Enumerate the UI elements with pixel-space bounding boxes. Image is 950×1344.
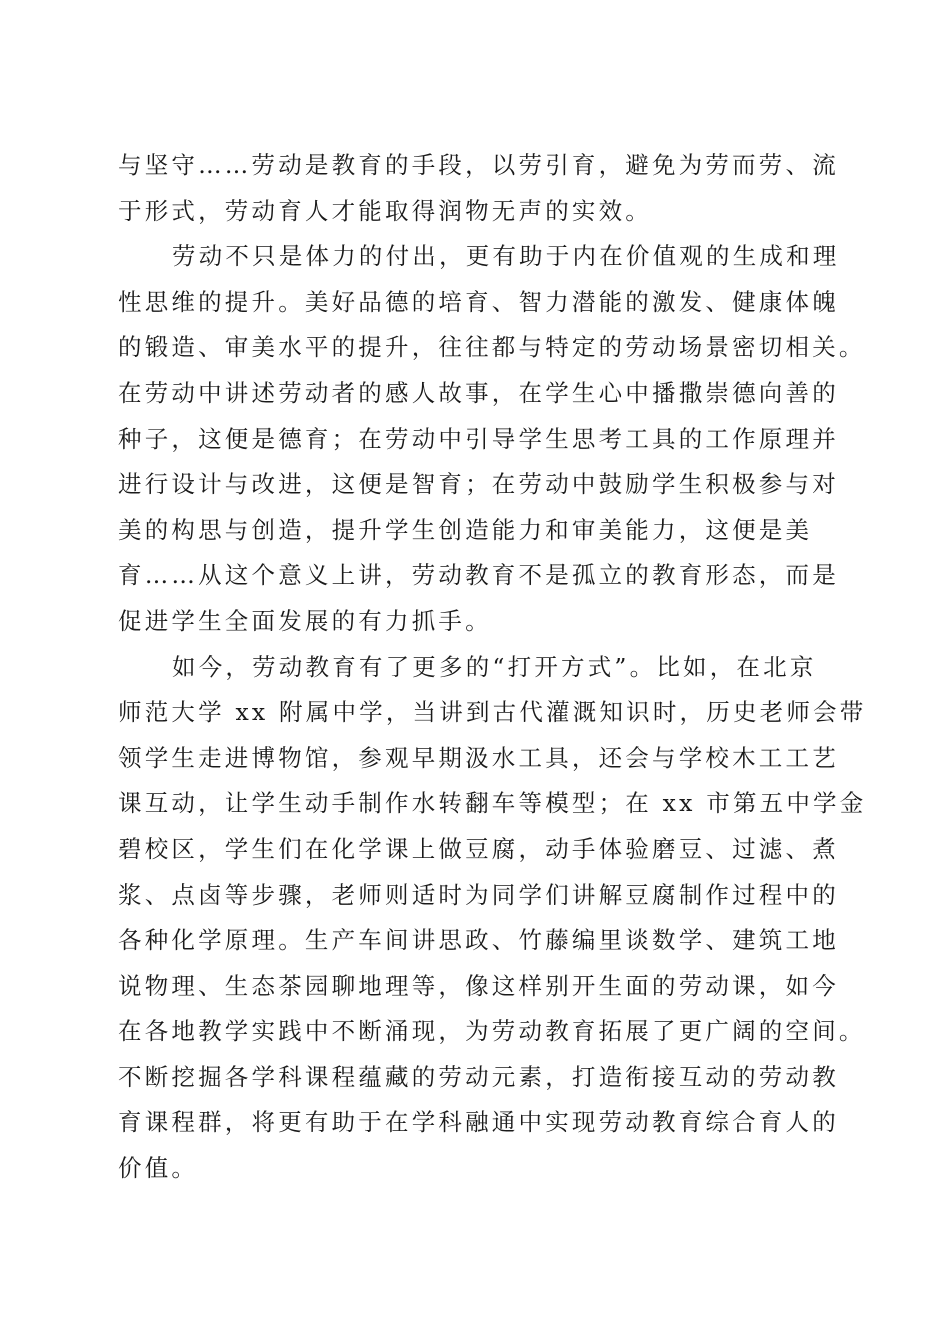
text-line: 说物理、生态茶园聊地理等，像这样别开生面的劳动课，如今 xyxy=(118,971,839,1000)
text-line: 在各地教学实践中不断涌现，为劳动教育拓展了更广阔的空间。 xyxy=(118,1017,866,1046)
text-line: 促进学生全面发展的有力抓手。 xyxy=(118,606,492,635)
text-line: 各种化学原理。生产车间讲思政、竹藤编里谈数学、建筑工地 xyxy=(118,926,839,955)
text-line: 性思维的提升。美好品德的培育、智力潜能的激发、健康体魄 xyxy=(118,287,839,316)
text-line: 不断挖掘各学科课程蕴藏的劳动元素，打造衔接互动的劳动教 xyxy=(118,1062,839,1091)
text-line: 育课程群，将更有助于在学科融通中实现劳动教育综合育人的 xyxy=(118,1108,839,1137)
text-line: 进行设计与改进，这便是智育；在劳动中鼓励学生积极参与对 xyxy=(118,470,839,499)
text-line: 价值。 xyxy=(118,1154,199,1183)
text-line: 与坚守……劳动是教育的手段，以劳引育，避免为劳而劳、流 xyxy=(118,151,839,179)
text-line: 育……从这个意义上讲，劳动教育不是孤立的教育形态，而是 xyxy=(118,561,839,590)
paragraph-start-line: 如今，劳动教育有了更多的“打开方式”。比如，在北京 xyxy=(172,652,817,681)
text-line: 美的构思与创造，提升学生创造能力和审美能力，这便是美 xyxy=(118,515,813,544)
text-line: 的锻造、审美水平的提升，往往都与特定的劳动场景密切相关。 xyxy=(118,333,866,362)
text-line: 浆、点卤等步骤，老师则适时为同学们讲解豆腐制作过程中的 xyxy=(118,880,839,909)
text-line: 碧校区，学生们在化学课上做豆腐，动手体验磨豆、过滤、煮 xyxy=(118,834,839,863)
text-line: 种子，这便是德育；在劳动中引导学生思考工具的工作原理并 xyxy=(118,424,839,453)
paragraph-start-line: 劳动不只是体力的付出，更有助于内在价值观的生成和理 xyxy=(172,242,840,271)
text-line: 领学生走进博物馆，参观早期汲水工具，还会与学校木工工艺 xyxy=(118,743,839,772)
text-line: 课互动，让学生动手制作水转翻车等模型；在 xx 市第五中学金 xyxy=(118,789,867,818)
text-line: 师范大学 xx 附属中学，当讲到古代灌溉知识时，历史老师会带 xyxy=(118,698,867,727)
text-line: 于形式，劳动育人才能取得润物无声的实效。 xyxy=(118,196,652,225)
text-line: 在劳动中讲述劳动者的感人故事，在学生心中播撒崇德向善的 xyxy=(118,378,839,407)
body-text xyxy=(118,143,867,1192)
